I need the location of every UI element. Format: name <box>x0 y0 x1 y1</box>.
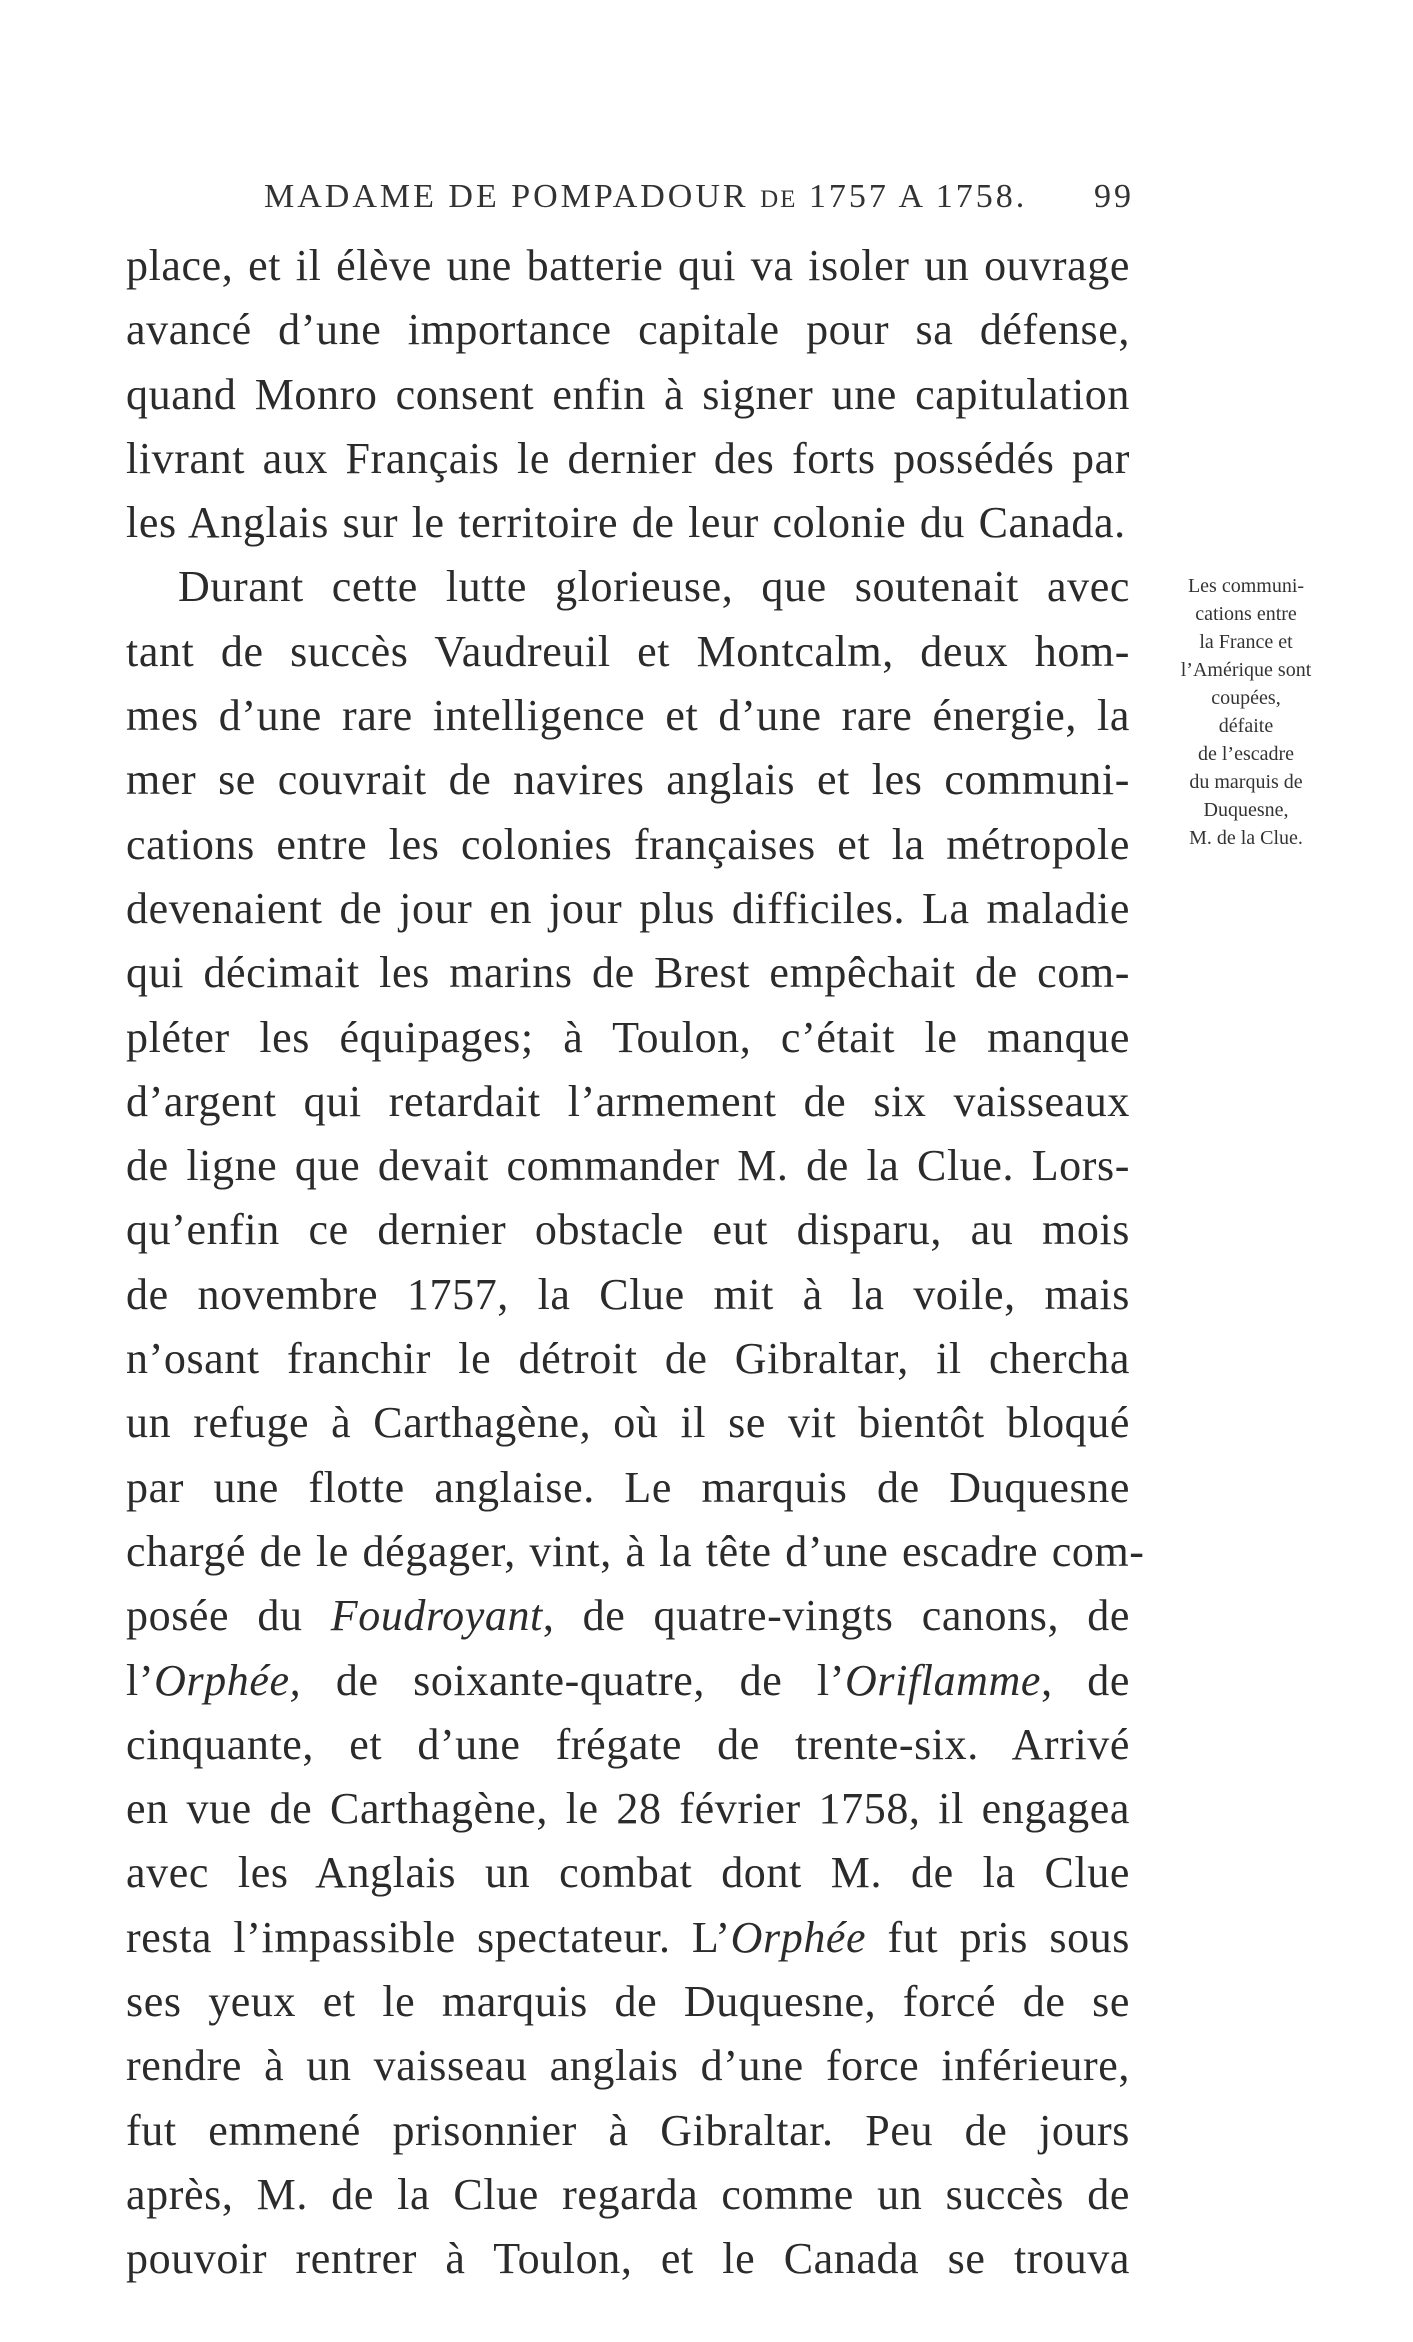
text-line <box>126 1456 1130 1520</box>
text-run: mer se couvrait de navires anglais et les communi- <box>126 755 1130 805</box>
text-line <box>126 1198 1130 1262</box>
text-line <box>126 2099 1130 2163</box>
text-run: tant de succès Vaudreuil et Montcalm, deux hom- <box>126 626 1130 676</box>
text-run: livrant aux Français le dernier des forts possédés par <box>126 433 1130 483</box>
text-line <box>126 1713 1130 1777</box>
text-line <box>126 1134 1130 1198</box>
italic-ship-name: Oriflamme <box>845 1655 1042 1705</box>
text-run: les Anglais sur le territoire de leur colonie du Canada. <box>126 498 1126 548</box>
text-line <box>126 2163 1130 2227</box>
text-run: en vue de Carthagène, le 28 février 1758, il engagea <box>126 1784 1130 1834</box>
margin-note-line: Les communi- <box>1187 575 1305 597</box>
text-line <box>126 1777 1130 1841</box>
text-line <box>126 555 1130 619</box>
running-title <box>264 178 1027 216</box>
text-run: resta l’impassible spectateur. L’ <box>126 1912 731 1962</box>
text-run: après, M. de la Clue regarda comme un succès de <box>126 2169 1130 2219</box>
margin-note-line: Duquesne, <box>1203 799 1289 821</box>
text-run: , de quatre-vingts canons, de <box>542 1591 1130 1641</box>
text-run: de soixante-quatre, de l’ <box>301 1655 845 1705</box>
page-number: 99 <box>1094 178 1134 215</box>
running-title-main: MADAME DE POMPADOUR <box>264 178 749 215</box>
margin-note <box>1136 572 1356 852</box>
text-line <box>126 427 1130 491</box>
text-line <box>126 491 1130 555</box>
text-line <box>126 620 1130 684</box>
text-run: l’ <box>126 1655 155 1705</box>
text-run: fut pris sous <box>866 1912 1130 1962</box>
text-run: fut emmené prisonnier à Gibraltar. Peu de jours <box>126 2105 1130 2155</box>
text-run: posée du <box>126 1591 331 1641</box>
text-line <box>126 941 1130 1005</box>
text-line <box>126 2227 1130 2291</box>
body-text <box>126 234 1145 2292</box>
text-line <box>126 748 1130 812</box>
text-run: chargé de le dégager, vint, à la tête d’une escadre com- <box>126 1526 1145 1576</box>
italic-ship-name: Foudroyant <box>330 1591 543 1641</box>
text-run: cinquante, et d’une frégate de trente-six. Arrivé <box>126 1719 1130 1769</box>
text-line <box>126 1970 1130 2034</box>
text-line <box>126 684 1130 748</box>
text-run: d’argent qui retardait l’armement de six vaisseaux <box>126 1076 1130 1126</box>
text-run: ses yeux et le marquis de Duquesne, forcé de se <box>126 1977 1130 2027</box>
text-run: qu’enfin ce dernier obstacle eut disparu, au mois <box>126 1205 1130 1255</box>
text-run: pléter les équipages; à Toulon, c’était le manque <box>126 1012 1130 1062</box>
margin-note-line: coupées, <box>1211 687 1281 709</box>
text-line <box>126 298 1130 362</box>
text-line <box>126 1327 1130 1391</box>
text-line <box>126 363 1130 427</box>
text-run: , de <box>1041 1655 1130 1705</box>
running-header <box>264 178 1134 228</box>
text-run: rendre à un vaisseau anglais d’une force inférieure, <box>126 2041 1130 2091</box>
text-run: de ligne que devait commander M. de la Clue. Lors- <box>126 1141 1130 1191</box>
text-line <box>126 1391 1130 1455</box>
margin-note-line: la France et <box>1199 631 1293 653</box>
text-line <box>126 1841 1130 1905</box>
text-line <box>126 234 1130 298</box>
text-line <box>126 1070 1130 1134</box>
margin-note-line: défaite <box>1218 715 1274 737</box>
text-run: cations entre les colonies françaises et la métropole <box>126 819 1130 869</box>
text-run: qui décimait les marins de Brest empêchait de com- <box>126 948 1130 998</box>
running-title-years: 1757 A 1758. <box>808 178 1028 215</box>
text-line <box>126 813 1130 877</box>
text-run: avancé d’une importance capitale pour sa défense, <box>126 305 1130 355</box>
margin-note-line: cations entre <box>1195 603 1297 625</box>
text-run: pouvoir rentrer à Toulon, et le Canada se trouva <box>126 2234 1130 2284</box>
italic-ship-name: Orphée <box>730 1912 867 1962</box>
text-run: n’osant franchir le détroit de Gibraltar, il chercha <box>126 1334 1130 1384</box>
text-line <box>126 1520 1145 1584</box>
margin-note-line: du marquis de <box>1189 771 1303 793</box>
text-run: mes d’une rare intelligence et d’une rare énergie, la <box>126 691 1130 741</box>
text-line <box>126 1649 1130 1713</box>
text-run: un refuge à Carthagène, où il se vit bientôt bloqué <box>126 1398 1130 1448</box>
text-run: place, et il élève une batterie qui va isoler un ouvrage <box>126 241 1130 290</box>
running-title-de: DE <box>760 186 798 213</box>
text-line <box>126 1006 1130 1070</box>
text-line <box>126 2034 1130 2098</box>
margin-note-line: l’Amérique sont <box>1180 659 1312 681</box>
text-line <box>126 1584 1130 1648</box>
text-run: quand Monro consent enfin à signer une capitulation <box>126 369 1130 419</box>
text-run: avec les Anglais un combat dont M. de la Clue <box>126 1848 1130 1898</box>
margin-note-line: de l’escadre <box>1197 743 1295 765</box>
text-run: de novembre 1757, la Clue mit à la voile, mais <box>126 1269 1130 1319</box>
text-run: par une flotte anglaise. Le marquis de Duquesne <box>126 1462 1130 1512</box>
italic-ship-name: Orphée, <box>154 1655 302 1705</box>
text-line <box>126 1263 1130 1327</box>
text-run: devenaient de jour en jour plus difficiles. La maladie <box>126 883 1130 933</box>
margin-note-line: M. de la Clue. <box>1189 827 1303 849</box>
text-line <box>126 1906 1130 1970</box>
text-run: Durant cette lutte glorieuse, que soutenait avec <box>178 562 1130 612</box>
text-line <box>126 877 1130 941</box>
